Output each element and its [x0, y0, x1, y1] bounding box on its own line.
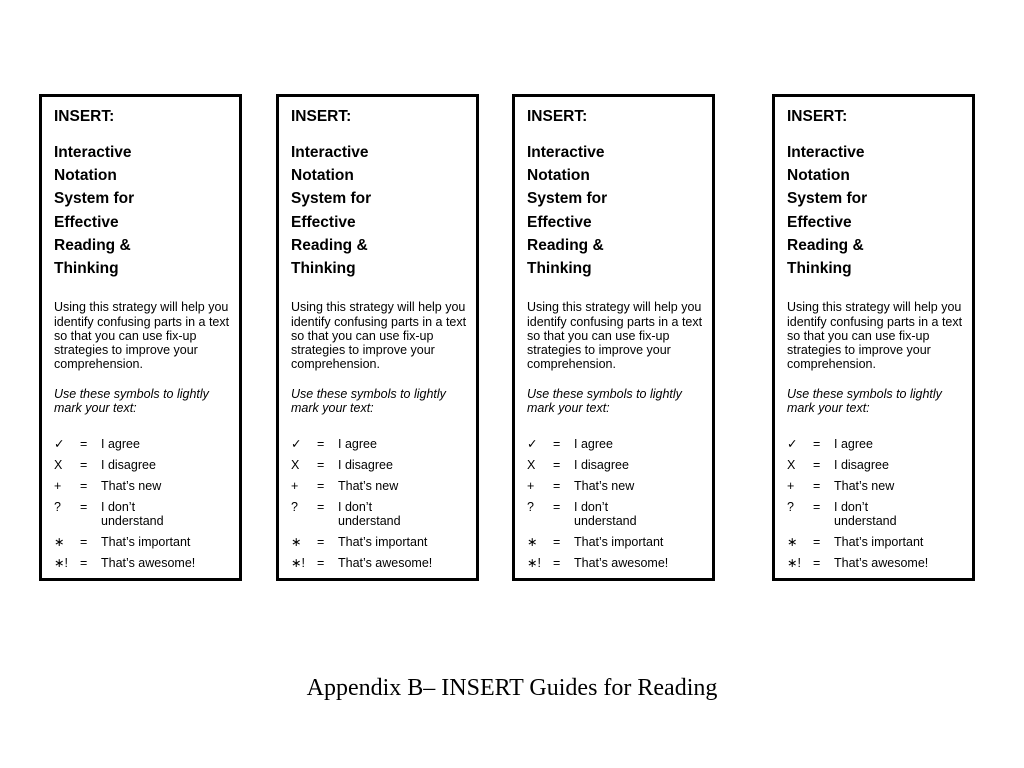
legend-row-new — [54, 479, 239, 493]
card-instruction: Use these symbols to lightly mark your text: — [291, 386, 446, 415]
legend-row-dont-understand — [54, 500, 239, 528]
symbol-meaning: That’s important — [574, 535, 664, 550]
asterisk-exclamation-symbol: ∗! — [527, 556, 541, 571]
checkmark-symbol: ✓ — [291, 437, 302, 452]
symbol-meaning: That’s important — [338, 535, 428, 550]
card-intro: Using this strategy will help you identify confusing parts in a text so that you can use fix-up strategies to improve your comprehension. — [527, 300, 703, 372]
equals-sign: = — [553, 535, 561, 550]
equals-sign: = — [317, 535, 325, 550]
card-heading: INSERT: — [527, 108, 588, 125]
question-symbol: ? — [527, 500, 534, 515]
symbol-legend — [291, 437, 476, 570]
figure-caption: Appendix B– INSERT Guides for Reading — [306, 675, 718, 701]
plus-symbol: + — [527, 479, 535, 494]
legend-row-disagree — [54, 458, 239, 472]
equals-sign: = — [813, 437, 821, 452]
legend-row-important — [787, 535, 972, 549]
checkmark-symbol: ✓ — [527, 437, 538, 452]
x-symbol: X — [787, 458, 796, 473]
plus-symbol: + — [291, 479, 299, 494]
asterisk-symbol: ∗ — [527, 535, 538, 550]
symbol-meaning: I disagree — [574, 458, 629, 473]
legend-row-important — [527, 535, 712, 549]
symbol-meaning: That’s important — [834, 535, 924, 550]
legend-row-new — [787, 479, 972, 493]
plus-symbol: + — [54, 479, 62, 494]
equals-sign: = — [553, 437, 561, 452]
equals-sign: = — [813, 535, 821, 550]
question-symbol: ? — [54, 500, 61, 515]
symbol-legend — [54, 437, 239, 570]
symbol-meaning: I don’t understand — [574, 500, 637, 529]
symbol-meaning: I agree — [574, 437, 613, 452]
symbol-meaning: That’s awesome! — [834, 556, 929, 571]
x-symbol: X — [54, 458, 63, 473]
symbol-meaning: I don’t understand — [338, 500, 401, 529]
legend-row-dont-understand — [527, 500, 712, 528]
equals-sign: = — [80, 535, 88, 550]
equals-sign: = — [553, 458, 561, 473]
symbol-meaning: That’s new — [338, 479, 399, 494]
plus-symbol: + — [787, 479, 795, 494]
symbol-meaning: That’s awesome! — [101, 556, 196, 571]
asterisk-exclamation-symbol: ∗! — [54, 556, 68, 571]
symbol-meaning: I agree — [834, 437, 873, 452]
card-instruction: Use these symbols to lightly mark your text: — [787, 386, 942, 415]
x-symbol: X — [527, 458, 536, 473]
card-intro: Using this strategy will help you identify confusing parts in a text so that you can use fix-up strategies to improve your comprehension. — [54, 300, 230, 372]
checkmark-symbol: ✓ — [54, 437, 65, 452]
card-heading: INSERT: — [787, 108, 848, 125]
legend-row-disagree — [291, 458, 476, 472]
legend-row-agree — [527, 437, 712, 451]
card-instruction: Use these symbols to lightly mark your text: — [54, 386, 209, 415]
equals-sign: = — [80, 437, 88, 452]
equals-sign: = — [553, 500, 561, 515]
question-symbol: ? — [787, 500, 794, 515]
symbol-meaning: That’s awesome! — [574, 556, 669, 571]
insert-guide-card-2 — [276, 94, 479, 581]
asterisk-exclamation-symbol: ∗! — [787, 556, 801, 571]
equals-sign: = — [317, 500, 325, 515]
card-title: Interactive Notation System for Effective Reading & Thinking — [527, 144, 608, 278]
equals-sign: = — [813, 458, 821, 473]
equals-sign: = — [317, 458, 325, 473]
symbol-meaning: I disagree — [338, 458, 393, 473]
equals-sign: = — [80, 479, 88, 494]
equals-sign: = — [317, 556, 325, 571]
card-title: Interactive Notation System for Effective Reading & Thinking — [291, 144, 372, 278]
symbol-meaning: That’s new — [834, 479, 895, 494]
legend-row-important — [54, 535, 239, 549]
equals-sign: = — [553, 479, 561, 494]
symbol-meaning: I don’t understand — [834, 500, 897, 529]
question-symbol: ? — [291, 500, 298, 515]
equals-sign: = — [80, 500, 88, 515]
equals-sign: = — [813, 479, 821, 494]
asterisk-symbol: ∗ — [291, 535, 302, 550]
equals-sign: = — [813, 500, 821, 515]
card-title: Interactive Notation System for Effective Reading & Thinking — [54, 144, 135, 278]
symbol-meaning: I agree — [338, 437, 377, 452]
equals-sign: = — [553, 556, 561, 571]
card-instruction: Use these symbols to lightly mark your text: — [527, 386, 682, 415]
legend-row-dont-understand — [787, 500, 972, 528]
symbol-meaning: I disagree — [101, 458, 156, 473]
insert-guide-card-1 — [39, 94, 242, 581]
symbol-meaning: That’s new — [101, 479, 162, 494]
legend-row-awesome — [527, 556, 712, 570]
card-heading: INSERT: — [291, 108, 352, 125]
equals-sign: = — [317, 437, 325, 452]
legend-row-disagree — [787, 458, 972, 472]
legend-row-dont-understand — [291, 500, 476, 528]
legend-row-agree — [787, 437, 972, 451]
card-intro: Using this strategy will help you identify confusing parts in a text so that you can use fix-up strategies to improve your comprehension. — [787, 300, 963, 372]
equals-sign: = — [813, 556, 821, 571]
equals-sign: = — [317, 479, 325, 494]
legend-row-new — [291, 479, 476, 493]
symbol-meaning: That’s new — [574, 479, 635, 494]
x-symbol: X — [291, 458, 300, 473]
equals-sign: = — [80, 556, 88, 571]
legend-row-important — [291, 535, 476, 549]
legend-row-new — [527, 479, 712, 493]
legend-row-disagree — [527, 458, 712, 472]
symbol-meaning: I don’t understand — [101, 500, 164, 529]
legend-row-agree — [54, 437, 239, 451]
symbol-legend — [787, 437, 972, 570]
symbol-meaning: That’s important — [101, 535, 191, 550]
symbol-meaning: I agree — [101, 437, 140, 452]
legend-row-agree — [291, 437, 476, 451]
symbol-meaning: That’s awesome! — [338, 556, 433, 571]
insert-guide-card-4 — [772, 94, 975, 581]
card-title: Interactive Notation System for Effective Reading & Thinking — [787, 144, 868, 278]
legend-row-awesome — [291, 556, 476, 570]
asterisk-exclamation-symbol: ∗! — [291, 556, 305, 571]
asterisk-symbol: ∗ — [54, 535, 65, 550]
symbol-meaning: I disagree — [834, 458, 889, 473]
insert-guide-card-3 — [512, 94, 715, 581]
equals-sign: = — [80, 458, 88, 473]
card-heading: INSERT: — [54, 108, 115, 125]
asterisk-symbol: ∗ — [787, 535, 798, 550]
card-intro: Using this strategy will help you identify confusing parts in a text so that you can use fix-up strategies to improve your comprehension. — [291, 300, 467, 372]
checkmark-symbol: ✓ — [787, 437, 798, 452]
symbol-legend — [527, 437, 712, 570]
legend-row-awesome — [54, 556, 239, 570]
legend-row-awesome — [787, 556, 972, 570]
